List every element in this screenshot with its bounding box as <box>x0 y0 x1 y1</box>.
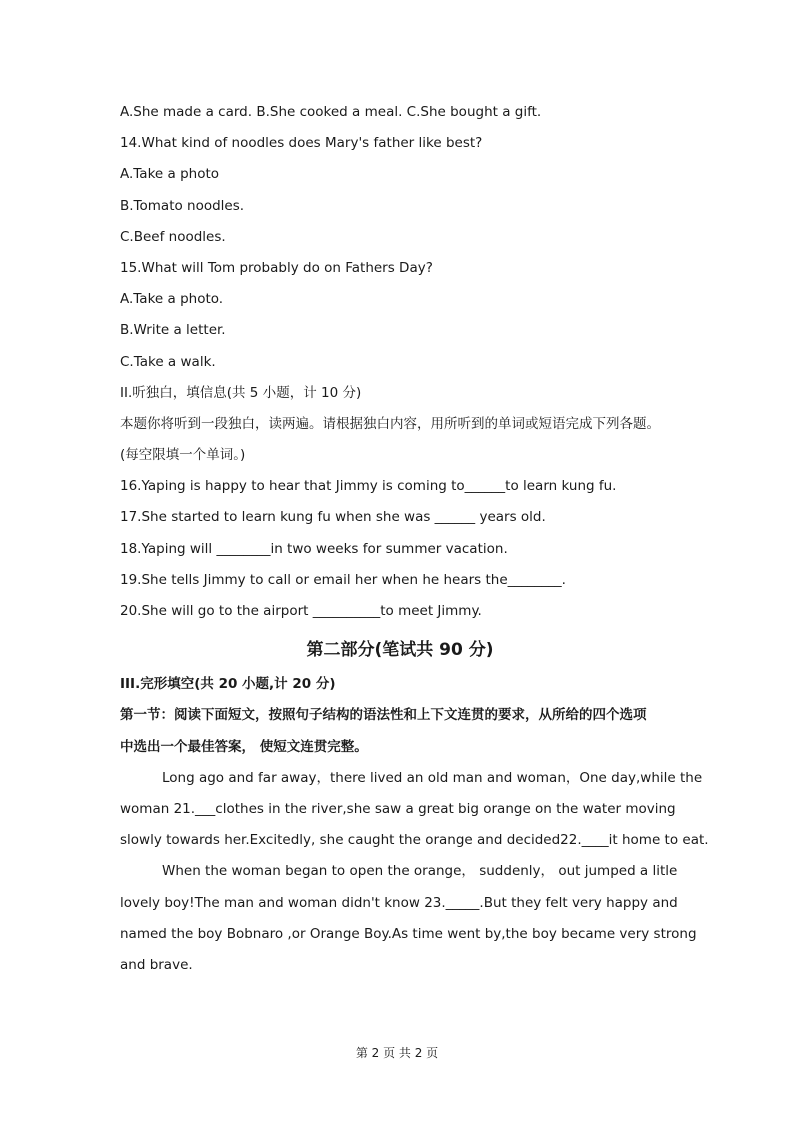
q14-option-a: A.Take a photo <box>120 166 220 183</box>
q15-option-c: C.Take a walk. <box>120 353 216 370</box>
passage-line: lovely boy!The man and woman didn't know 23._____.But they felt very happy and <box>120 894 678 911</box>
section-3-title: III.完形填空(共 20 小题,计 20 分) <box>120 676 336 693</box>
question-20: 20.She will go to the airport __________to meet Jimmy. <box>120 603 482 619</box>
q14-option-c: C.Beef noodles. <box>120 228 226 245</box>
question-16: 16.Yaping is happy to hear that Jimmy is coming to______to learn kung fu. <box>120 478 617 495</box>
passage-line: and brave. <box>120 956 193 973</box>
section-2-title: II.听独白，填信息(共 5 小题，计 10 分) <box>120 384 362 401</box>
passage-line: Long ago and far away，there lived an old man and woman，One day,while the <box>162 769 703 786</box>
question-14: 14.What kind of noodles does Mary's father like best? <box>120 135 483 152</box>
page-content <box>120 101 709 985</box>
question-18: 18.Yaping will ________in two weeks for summer vacation. <box>120 540 508 557</box>
part-2-title: 第二部分(笔试共 90 分) <box>306 640 494 661</box>
question-17: 17.She started to learn kung fu when she was ______ years old. <box>120 509 546 526</box>
passage-line: woman 21.___clothes in the river,she saw a great big orange on the water moving <box>120 800 676 817</box>
question-19: 19.She tells Jimmy to call or email her when he hears the________. <box>120 571 566 588</box>
passage-line: slowly towards her.Excitedly, she caught the orange and decided22.____it home to eat. <box>120 832 709 849</box>
section-3-instruction-line-2: 中选出一个最佳答案， 使短文连贯完整。 <box>120 738 368 755</box>
question-15: 15.What will Tom probably do on Fathers Day? <box>120 259 433 276</box>
section-2-note: (每空限填一个单词。) <box>120 447 246 464</box>
passage-line: named the boy Bobnaro ,or Orange Boy.As time went by,the boy became very strong <box>120 925 697 942</box>
q13-options: A.She made a card. B.She cooked a meal. C.She bought a gift. <box>120 104 542 120</box>
q15-option-b: B.Write a letter. <box>120 322 226 339</box>
q14-option-b: B.Tomato noodles. <box>120 197 245 214</box>
section-2-instruction: 本题你将听到一段独白，读两遍。请根据独白内容，用所听到的单词或短语完成下列各题。 <box>120 415 660 432</box>
q15-option-a: A.Take a photo. <box>120 291 224 308</box>
section-3-instruction-line-1: 第一节：阅读下面短文，按照句子结构的语法性和上下文连贯的要求，从所给的四个选项 <box>120 707 647 724</box>
page-footer: 第 2 页 共 2 页 <box>355 1046 439 1060</box>
passage-line: When the woman began to open the orange， suddenly， out jumped a litle <box>162 863 678 880</box>
